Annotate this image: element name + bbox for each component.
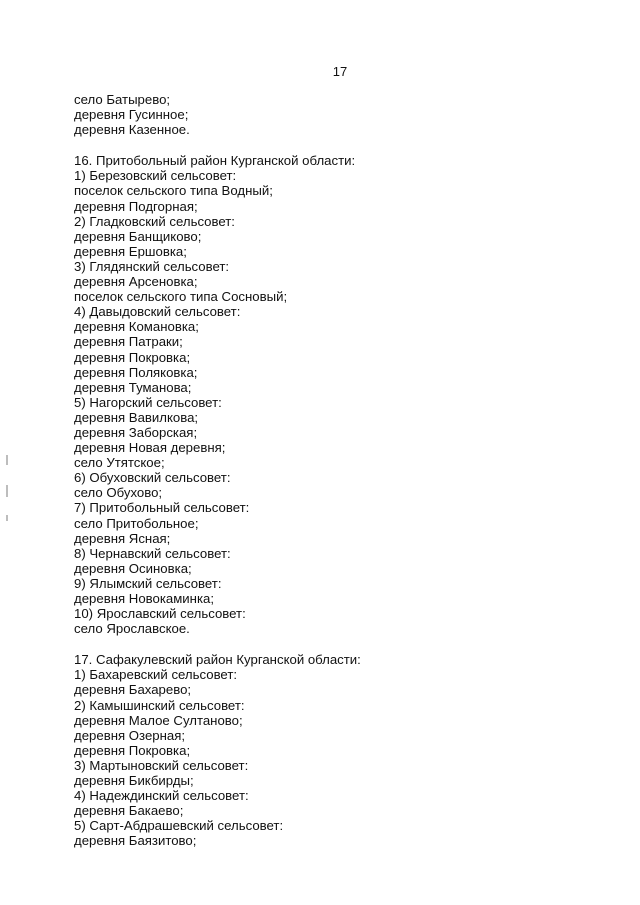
text-line: 2) Камышинский сельсовет: (74, 697, 245, 713)
text-line: деревня Комановка; (74, 319, 199, 335)
text-line: 17. Сафакулевский район Курганской области: (74, 652, 361, 668)
text-line: деревня Арсеновка; (74, 274, 198, 290)
text-line: деревня Баязитово; (74, 833, 197, 849)
text-line: 16. Притобольный район Курганской области: (74, 153, 356, 169)
text-line: 2) Гладковский сельсовет: (74, 213, 235, 229)
page-number: 17 (332, 64, 348, 79)
text-line: 10) Ярославский сельсовет: (74, 606, 246, 622)
text-line: деревня Осиновка; (74, 560, 192, 576)
text-line: село Обухово; (74, 485, 163, 501)
paragraph-gap (74, 636, 594, 652)
text-line: 5) Нагорский сельсовет: (74, 394, 222, 410)
text-line: село Утятское; (74, 455, 165, 471)
text-line: 6) Обуховский сельсовет: (74, 470, 231, 486)
text-line: деревня Малое Султаново; (74, 712, 243, 728)
text-line: деревня Новокаминка; (74, 591, 215, 606)
text-line: 8) Чернавский сельсовет: (74, 545, 231, 561)
text-line: 9) Ялымский сельсовет: (74, 575, 222, 591)
text-line: 5) Сарт-Абдрашевский сельсовет: (74, 818, 284, 834)
list-block-pritobolny-district (74, 153, 594, 636)
scan-mark (6, 515, 8, 521)
text-line: 4) Надеждинский сельсовет: (74, 788, 249, 804)
text-line: деревня Покровка; (74, 349, 191, 365)
text-line: деревня Туманова; (74, 379, 192, 395)
text-line: село Ярославское. (74, 621, 190, 637)
scan-mark (6, 455, 8, 465)
text-line: село Батырево; (74, 92, 171, 107)
list-block-safakulevsky-district (74, 652, 594, 848)
text-line: поселок сельского типа Водный; (74, 183, 273, 199)
text-line: село Притобольное; (74, 515, 199, 531)
text-line: 3) Мартыновский сельсовет: (74, 757, 249, 773)
text-line: деревня Ершовка; (74, 243, 187, 259)
text-line: 4) Давыдовский сельсовет: (74, 304, 241, 320)
text-line: деревня Бакаево; (74, 803, 184, 819)
text-line: деревня Озерная; (74, 727, 186, 743)
text-line: деревня Подгорная; (74, 198, 198, 214)
text-line: деревня Вавилкова; (74, 409, 199, 425)
scan-mark (6, 485, 8, 497)
text-line: деревня Ясная; (74, 530, 171, 546)
text-line: деревня Казенное. (74, 122, 190, 138)
text-line: деревня Бахарево; (74, 682, 192, 698)
text-line: деревня Новая деревня; (74, 440, 226, 456)
text-line: деревня Гусинное; (74, 107, 189, 123)
text-line: деревня Бикбирды; (74, 773, 194, 789)
text-line: поселок сельского типа Сосновый; (74, 289, 288, 305)
text-line: деревня Покровка; (74, 742, 191, 758)
text-line: деревня Поляковка; (74, 364, 198, 380)
text-line: деревня Патраки; (74, 334, 183, 350)
list-block-continuation (74, 92, 594, 137)
document-body (74, 92, 594, 849)
text-line: деревня Заборская; (74, 424, 198, 440)
text-line: 7) Притобольный сельсовет: (74, 500, 250, 516)
paragraph-gap (74, 137, 594, 153)
text-line: 1) Березовский сельсовет: (74, 168, 237, 184)
text-line: 1) Бахаревский сельсовет: (74, 667, 238, 683)
text-line: деревня Банщиково; (74, 228, 202, 244)
text-line: 3) Глядянский сельсовет: (74, 258, 230, 274)
